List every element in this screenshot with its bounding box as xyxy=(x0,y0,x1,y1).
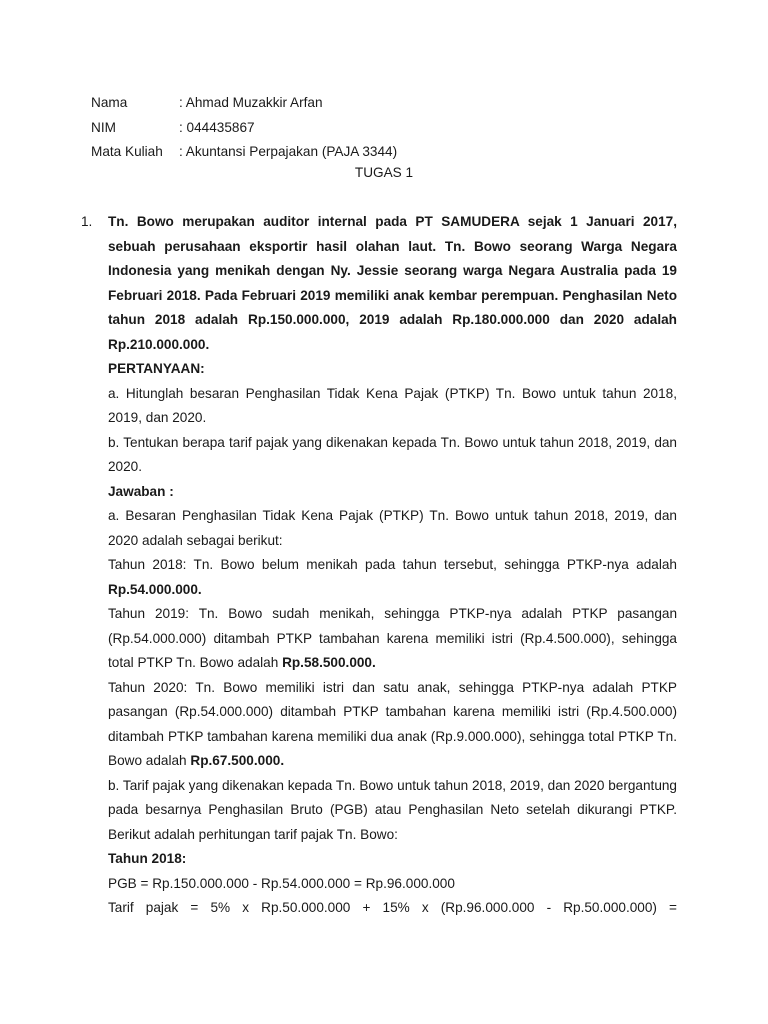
question-number: 1. xyxy=(81,214,93,229)
jawaban-tahun-2018 xyxy=(108,553,677,602)
info-row-nama xyxy=(91,91,397,116)
jawaban-tahun-2019 xyxy=(108,602,677,676)
nim-label: NIM xyxy=(91,119,116,135)
question-text xyxy=(108,210,677,357)
jawaban-heading-text: Jawaban : xyxy=(108,483,174,499)
question-text-bold: Tn. Bowo merupakan auditor internal pada PT SAMUDERA sejak 1 Januari 2017, sebuah perusahaan eksportir hasil olahan laut. Tn. Bowo seorang Warga Negara Indonesia yang menikah dengan Ny. Jessie seorang warga Negara Australia pada 19 Februari 2018. Pada Februari 2019 memiliki anak kembar perempuan. Penghasilan Neto tahun 2018 adalah Rp.150.000.000, 2019 adalah Rp.180.000.000 dan 2020 adalah Rp.210.000.000. xyxy=(108,214,677,352)
document-title: TUGAS 1 xyxy=(354,165,414,180)
student-info xyxy=(91,91,397,165)
document-body xyxy=(108,210,677,921)
tarif-line: Tarif pajak = 5% x Rp.50.000.000 + 15% x (Rp.96.000.000 - Rp.50.000.000) = xyxy=(108,900,677,915)
tahun-2019-text: Tahun 2019: Tn. Bowo sudah menikah, sehingga PTKP-nya adalah PTKP pasangan (Rp.54.000.000) ditambah PTKP tambahan karena memiliki istri (Rp.4.500.000), sehingga total PTKP Tn. Bowo adalah xyxy=(108,606,677,670)
tahun-2020-text: Tahun 2020: Tn. Bowo memiliki istri dan satu anak, sehingga PTKP-nya adalah PTKP pasangan (Rp.54.000.000) ditambah PTKP tambahan karena memiliki istri (Rp.4.500.000) ditambah PTKP tambahan karena memiliki dua anak (Rp.9.000.000), sehingga total PTKP Tn. Bowo adalah xyxy=(108,679,677,768)
nama-label: Nama xyxy=(91,95,128,110)
tahun-2018-heading-text: Tahun 2018: xyxy=(108,851,187,866)
nim-value: : 044435867 xyxy=(179,119,255,135)
mata-kuliah-label: Mata Kuliah xyxy=(91,144,163,159)
info-row-nim xyxy=(91,116,397,141)
tahun-2020-amount: Rp.67.500.000. xyxy=(190,753,285,768)
tahun-2018-heading xyxy=(108,847,677,872)
tahun-2018-text: Tahun 2018: Tn. Bowo belum menikah pada tahun tersebut, sehingga PTKP-nya adalah xyxy=(108,557,677,572)
tahun-2018-amount: Rp.54.000.000. xyxy=(108,581,202,597)
mata-kuliah-value: : Akuntansi Perpajakan (PAJA 3344) xyxy=(179,144,398,159)
jawaban-heading xyxy=(108,480,677,505)
nama-value: : Ahmad Muzakkir Arfan xyxy=(179,95,323,110)
jawaban-a-intro: a. Besaran Penghasilan Tidak Kena Pajak (PTKP) Tn. Bowo untuk tahun 2018, 2019, dan 2020 adalah sebagai berikut: xyxy=(108,508,677,548)
tahun-2019-amount: Rp.58.500.000. xyxy=(282,655,376,670)
pertanyaan-b: b. Tentukan berapa tarif pajak yang dikenakan kepada Tn. Bowo untuk tahun 2018, 2019, dan 2020. xyxy=(108,434,677,474)
pertanyaan-heading xyxy=(108,357,677,382)
jawaban-tahun-2020 xyxy=(108,676,677,774)
pertanyaan-a: a. Hitunglah besaran Penghasilan Tidak Kena Pajak (PTKP) Tn. Bowo untuk tahun 2018, 2019, dan 2020. xyxy=(108,385,677,425)
pertanyaan-heading-text: PERTANYAAN: xyxy=(108,361,205,376)
jawaban-b-intro: b. Tarif pajak yang dikenakan kepada Tn. Bowo untuk tahun 2018, 2019, dan 2020 bergantung pada besarnya Penghasilan Bruto (PGB) atau Penghasilan Neto setelah dikurangi PTKP. Berikut adalah perhitungan tarif pajak Tn. Bowo: xyxy=(108,777,677,842)
pgb-line: PGB = Rp.150.000.000 - Rp.54.000.000 = Rp.96.000.000 xyxy=(108,875,455,891)
